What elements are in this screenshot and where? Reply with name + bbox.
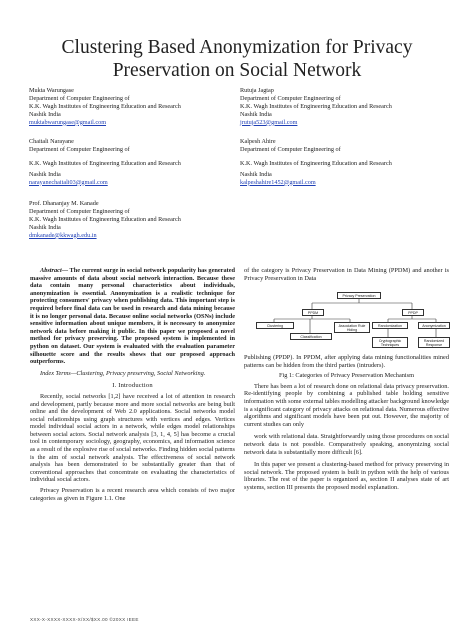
copyright-footer: XXX-X-XXXX-XXXX-X/XX/$XX.00 ©20XX IEEE [30, 617, 139, 622]
author-location: Nashik India [29, 170, 61, 178]
author-block [29, 87, 181, 127]
author-institute: K.K. Wagh Institutes of Engineering Education and Research [240, 159, 392, 167]
figure-caption: Fig 1: Categories of Privacy Preservation Mechanism [278, 372, 414, 380]
intro-paragraph: Recently, social networks [1,2] have received a lot of attention in research and development, partly because more and more social networks are being built online and the development of Web 2.0 applications. Social networks model social relationships using graph structures with vertices and edges. Vertices model individual social actors in a network, while edges model relationships between social actors. Social network analysis [3, 1, 4, 5] has become a crucial tool in contemporary sociology, geography, economics, and information science as a result of the explosive rise of social networks. Finding hidden social patterns is the aim of social network analysis. The effectiveness of social network analysis has been demonstrated to be substantially greater than that of conventional approaches that concentrate on evaluating the characteristics of individual social actors. [30, 392, 235, 484]
author-name: Rutuja Jagtap [240, 87, 274, 94]
body-paragraph: of the category is Privacy Preservation in Data Mining (PPDM) and another is Privacy Preservation in Data [244, 267, 449, 282]
author-email-link[interactable]: dmkanade@kkwagh.edu.in [29, 231, 97, 239]
author-department: Department of Computer Engineering of [240, 145, 341, 153]
author-location: Nashik India [240, 170, 272, 178]
diagram-node-randomization: Randomization [372, 322, 408, 329]
right-column-bottom [244, 354, 449, 492]
abstract-label: Abstract— [40, 267, 68, 274]
author-department: Department of Computer Engineering of [29, 207, 130, 215]
author-institute: K.K. Wagh Institutes of Engineering Education and Research [29, 159, 181, 167]
paper-title: Clustering Based Anonymization for Privacy Preservation on Social Network [61, 37, 413, 81]
section-heading: I. Introduction [112, 382, 153, 390]
author-block [29, 138, 181, 187]
author-name: Kalpesh Ahire [240, 138, 276, 145]
author-name: Mukta Warungase [29, 87, 74, 94]
author-name: Chaitali Narayane [29, 138, 74, 145]
diagram-node-ppdm: PPDM [302, 309, 324, 316]
author-institute: K.K. Wagh Institutes of Engineering Education and Research [29, 215, 181, 223]
body-paragraph: Publishing (PPDP). In PPDM, after applying data mining functionalities mined patterns can be hidden from the third parties (intruders). [244, 354, 449, 369]
author-block [29, 200, 181, 240]
diagram-node-association-rule-hiding: Association Rule Hiding [334, 322, 370, 333]
privacy-preservation-diagram [252, 289, 448, 351]
diagram-node-classification: Classification [290, 333, 332, 340]
author-location: Nashik India [29, 223, 61, 231]
body-paragraph: work with relational data. Straightforwardly using those procedures on social network data is not possible. Comparatively speaking, anonymizing social network data is substantially more difficult [6]. [244, 433, 449, 456]
author-location: Nashik India [240, 110, 272, 118]
author-department: Department of Computer Engineering of [29, 145, 130, 153]
abstract [30, 267, 235, 366]
right-column-top [244, 267, 449, 282]
abstract-text: The current surge in social network popularity has generated massive amounts of data about social network interaction. Because these data contain many personal characteristics about individuals, anonymization is essential. Anonymization is a realistic technique for protecting consumers' privacy when publishing data. This important step is required before final data can be used in research and data mining because it is no longer personal data. Because online social networks (OSNs) include sensitive information about unique members, it is necessary to anonymize network data before making it public. In this paper we proposed a novel method for privacy preserving. The proposed system is implemented in python on dataset. Our system is evaluated with the evaluation parameter silhouette score and the results shows that our proposed approach outperforms. [30, 267, 235, 366]
author-block [240, 138, 392, 187]
diagram-node-cryptographic-techniques: Cryptographic Techniques [372, 337, 408, 348]
author-institute: K.K. Wagh Institutes of Engineering Education and Research [240, 102, 392, 110]
index-terms: Index Terms—Clustering, Privacy preserving, Social Networking. [40, 369, 206, 377]
diagram-node-clustering: Clustering [256, 322, 294, 329]
author-email-link[interactable]: narayanechaitali03@gmail.com [29, 178, 108, 186]
diagram-node-ppdp: PPDP [402, 309, 424, 316]
intro-paragraph: Privacy Preservation is a recent research area which consists of two major categories as given in Figure 1.1. One [30, 487, 235, 502]
body-paragraph: In this paper we present a clustering-based method for privacy preserving in social network. The proposed system is built in python with the help of various libraries. The rest of the paper is organized as, section II analyses state of art systems, section III presents the proposed model explanation. [244, 461, 449, 491]
author-institute: K.K. Wagh Institutes of Engineering Education and Research [29, 102, 181, 110]
diagram-node-root: Privacy Preservation [337, 292, 381, 299]
body-paragraph: There has been a lot of research done on relational data privacy preservation. Re-identifying people by combining a published table holding sensitive information with some external tables modelling attacker background knowledge is a significant category of privacy attacks on relational data. Numerous effective algorithms and significant models have been put out. However, the majority of current studies can only [244, 382, 449, 428]
left-column [30, 267, 235, 502]
author-department: Department of Computer Engineering of [29, 94, 130, 102]
author-email-link[interactable]: kalpeshahire1452@gmail.com [240, 178, 316, 186]
diagram-node-randomized-response: Randomized Response [418, 337, 450, 348]
author-location: Nashik India [29, 110, 61, 118]
author-name: Prof. Dhananjay M. Kanade [29, 200, 99, 207]
diagram-node-anonymization: Anonymization [418, 322, 450, 329]
author-block [240, 87, 392, 127]
author-department: Department of Computer Engineering of [240, 94, 341, 102]
author-email-link[interactable]: muktabwarungase@gmail.com [29, 118, 107, 126]
author-email-link[interactable]: jrutuja523@gmail.com [240, 118, 298, 126]
